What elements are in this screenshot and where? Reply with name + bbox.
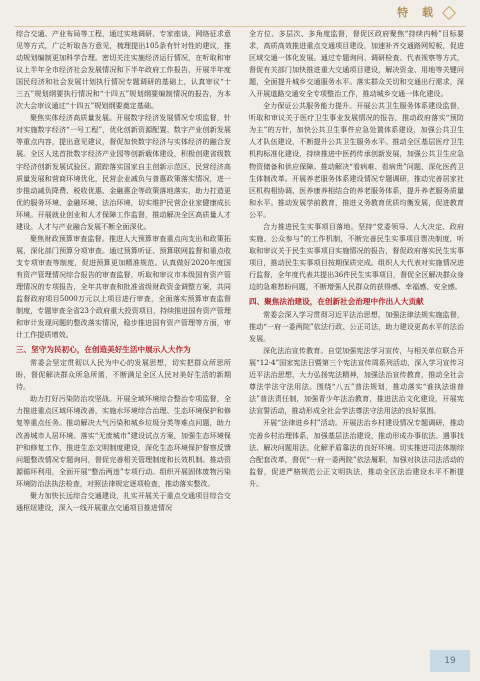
body-paragraph: 开展“法律进乡村”活动。开展法治乡村建设情况专题调研，推动完善乡村治理体系，加强基层法治建设，推动形成办事依法、遇事找法、解决问题用法、化解矛盾靠法的良好环境。切实推进司法体制综合配套改革，督促“一府一委两院”依法履职，加强对执法司法活动的监督，促进严格规范公正文明执法，推动全区法治建设水平不断提升。 [249, 418, 464, 488]
section-heading: 三、坚守为民初心，在创造美好生活中展示人大作为 [16, 345, 191, 355]
body-paragraph: 综合交通、产业布局等工程，通过实地调研、专家座谈、网络征求意见等方式，广泛听取各方意见，梳理提出105条有针对性的建议，推动规划编制更加科学合理。密切关注实施经济运行情况，在听取和审议上半年全市经济社会发展情况和下半年政府工作报告，开展半年度国民经济和社会发展计划执行情况专题调研的基础上，认真审议“十三五”规划纲要执行情况和“十四五”规划纲要编制情况的报告，为本次大会审议通过“十四五”规划纲要奠定基础。 [16, 29, 231, 111]
body-paragraph: 常委会深入学习贯彻习近平法治思想，加强法律法规实施监督，推动“一府一委两院”依法行政、公正司法，助力建设更高水平的法治发展。 [249, 310, 464, 344]
body-paragraph: 聚焦财政预算审查监督。推进人大预算审查重点向支出和政策拓展，深化部门预算分项审查。通过预算听证、预算联网监督和重点收支专项审查等制度，促进预算更加精准规范。认真做好2020年度国有资产管理情况综合报告的审查监督，听取和审议市本级国有资产管理情况的专项报告，全年共审查和批准省级财政资金调整方案，共同监督政府项目5000万元以上项目进行审查，全面落实预算审查监督制度，专题审查全省23个政府重大投资项目，持续推进国有资产管理和审计发现问题的整改落实情况，稳步推进国有资产管理等方面，审计工作提质增效。 [16, 233, 231, 340]
body-paragraph: 全方位、多层次、多角度监督，督促区政府聚焦“持续内畅”目标要求，高质高效推进重点交通项目建设，加速补齐交通路网短板，促进区域交通一体化发展。通过专题询问、调研检查、代表视察等方式，督促有关部门加快推进重大交通项目建设，解决资金、用地等关键问题，全面提升城乡交通服务水平。落实群众关切和交通出行需求，深入开展道路交通安全专项整治工作，推动城乡交通一体化建设。 [249, 29, 464, 99]
body-paragraph: 深化法治宣传教育。自觉加强宪法学习宣传，与相关单位联合开展“12·4”国家宪法日暨第三个宪法宣传周系列活动，深入学习宣传习近平法治思想，大力弘扬宪法精神，加强法治宣传教育，推动全社会尊法学法守法用法。围绕“八五”普法规划，推动落实“谁执法谁普法”普法责任制，加强青少年法治教育，推进法治文化建设，开展宪法宣誓活动，推动形成全社会学法尊法守法用法的良好氛围。 [249, 346, 464, 416]
right-column [249, 28, 464, 646]
diamond-ornament-icon [442, 6, 456, 20]
page-number: 19 [430, 650, 470, 672]
section-heading: 四、聚焦法治建设，在创新社会治理中作出人大贡献 [249, 297, 424, 307]
body-paragraph: 合力推进民生实事项目落地。坚持“党委领导、人大决定、政府实施、公众参与”的工作机制，不断完善民生实事项目票决制度，听取和审议关于民生实事项目实施情况的报告，督促政府落实民生实事项目，推动民生实事项目按期保质完成。组织人大代表对实施情况进行监督，全年度代表共提出36件民生实事项目，督促全区解决群众身边的急难愁盼问题，不断增强人民群众的获得感、幸福感、安全感。 [249, 221, 464, 291]
body-paragraph: 助力打好污染防治攻坚战。开展全域环境综合整治专项监督，全力推进重点区域环境改善，实施水环境综合治理、生态环境保护和修复等重点任务。推动解决大气污染和城乡垃圾分类等难点问题，助力改善城市人居环境。落实“无废城市”建设试点方案，加强生态环境保护和修复工作，推进生态文明制度建设，深化生态环境保护督察反馈问题整改情况专题询问，督促完善相关管理制度和长效机制。推动资源循环利用，全面开展“整治两违”专项行动。组织开展固体废物污染环境防治法执法检查，对照法律规定逐项检查，推动落实整改。 [16, 394, 231, 488]
body-paragraph: 常委会坚定贯彻以人民为中心的发展思想，切实把群众所思所盼，督促解决群众所急所需，不断满足全区人民对美好生活的新期待。 [16, 358, 231, 392]
body-paragraph: 聚力加快长远综合交通建设，扎实开展关于重点交通项目综合交通枢纽建设，深入一线开展重点交通项目推进情况 [16, 490, 231, 512]
body-paragraph: 聚焦实体经济高质量发展。开展数字经济发展情况专项监督，针对实施数字经济“一号工程”，优化创新资源配置、数字产业创新发展等重点内容，提出意见建议，督促加快数字经济与实体经济的融合发展。全区人选首批数字经济产业园等创新载体建设，积极创建省级数字经济创新发展试验区。跟踪落实国家自主创新示范区，民营经济高质量发展和营商环境优化，民营企业减负与普惠政策落实情况，进一步推动减负降费、税收优惠、金融惠企等政策落地落实，助力打造更优的服务环境、金融环境、法治环境，切实维护民营企业家健康成长环境。开展就业创业和人才保障工作监督，推动解决全区高质量人才建设。人才与产业融合发展不断全面深化。 [16, 113, 231, 231]
left-column [16, 28, 231, 646]
section-tag: 特 载 [397, 6, 438, 19]
running-header [14, 0, 466, 27]
body-paragraph: 全力保证公共服务能力提升。开展公共卫生服务体系建设监督，听取和审议关于医疗卫生事业发展情况的报告，推动政府落实“预防为主”的方针，加快公共卫生事件应急处置体系建设，加强公共卫生人才队伍建设，不断提升公共卫生服务水平。推动全区基层医疗卫生机构标准化建设，持续推进中医药传承创新发展，加强公共卫生应急物资储备和供应保障。推动解决“看病难、看病贵”问题，深化医药卫生体制改革。开展养老服务体系建设情况专题调研，推动完善居家社区机构相协调、医养康养相结合的养老服务体系，提升养老服务质量和水平。推动发展学前教育，推进义务教育优质均衡发展，促进教育公平。 [249, 101, 464, 219]
